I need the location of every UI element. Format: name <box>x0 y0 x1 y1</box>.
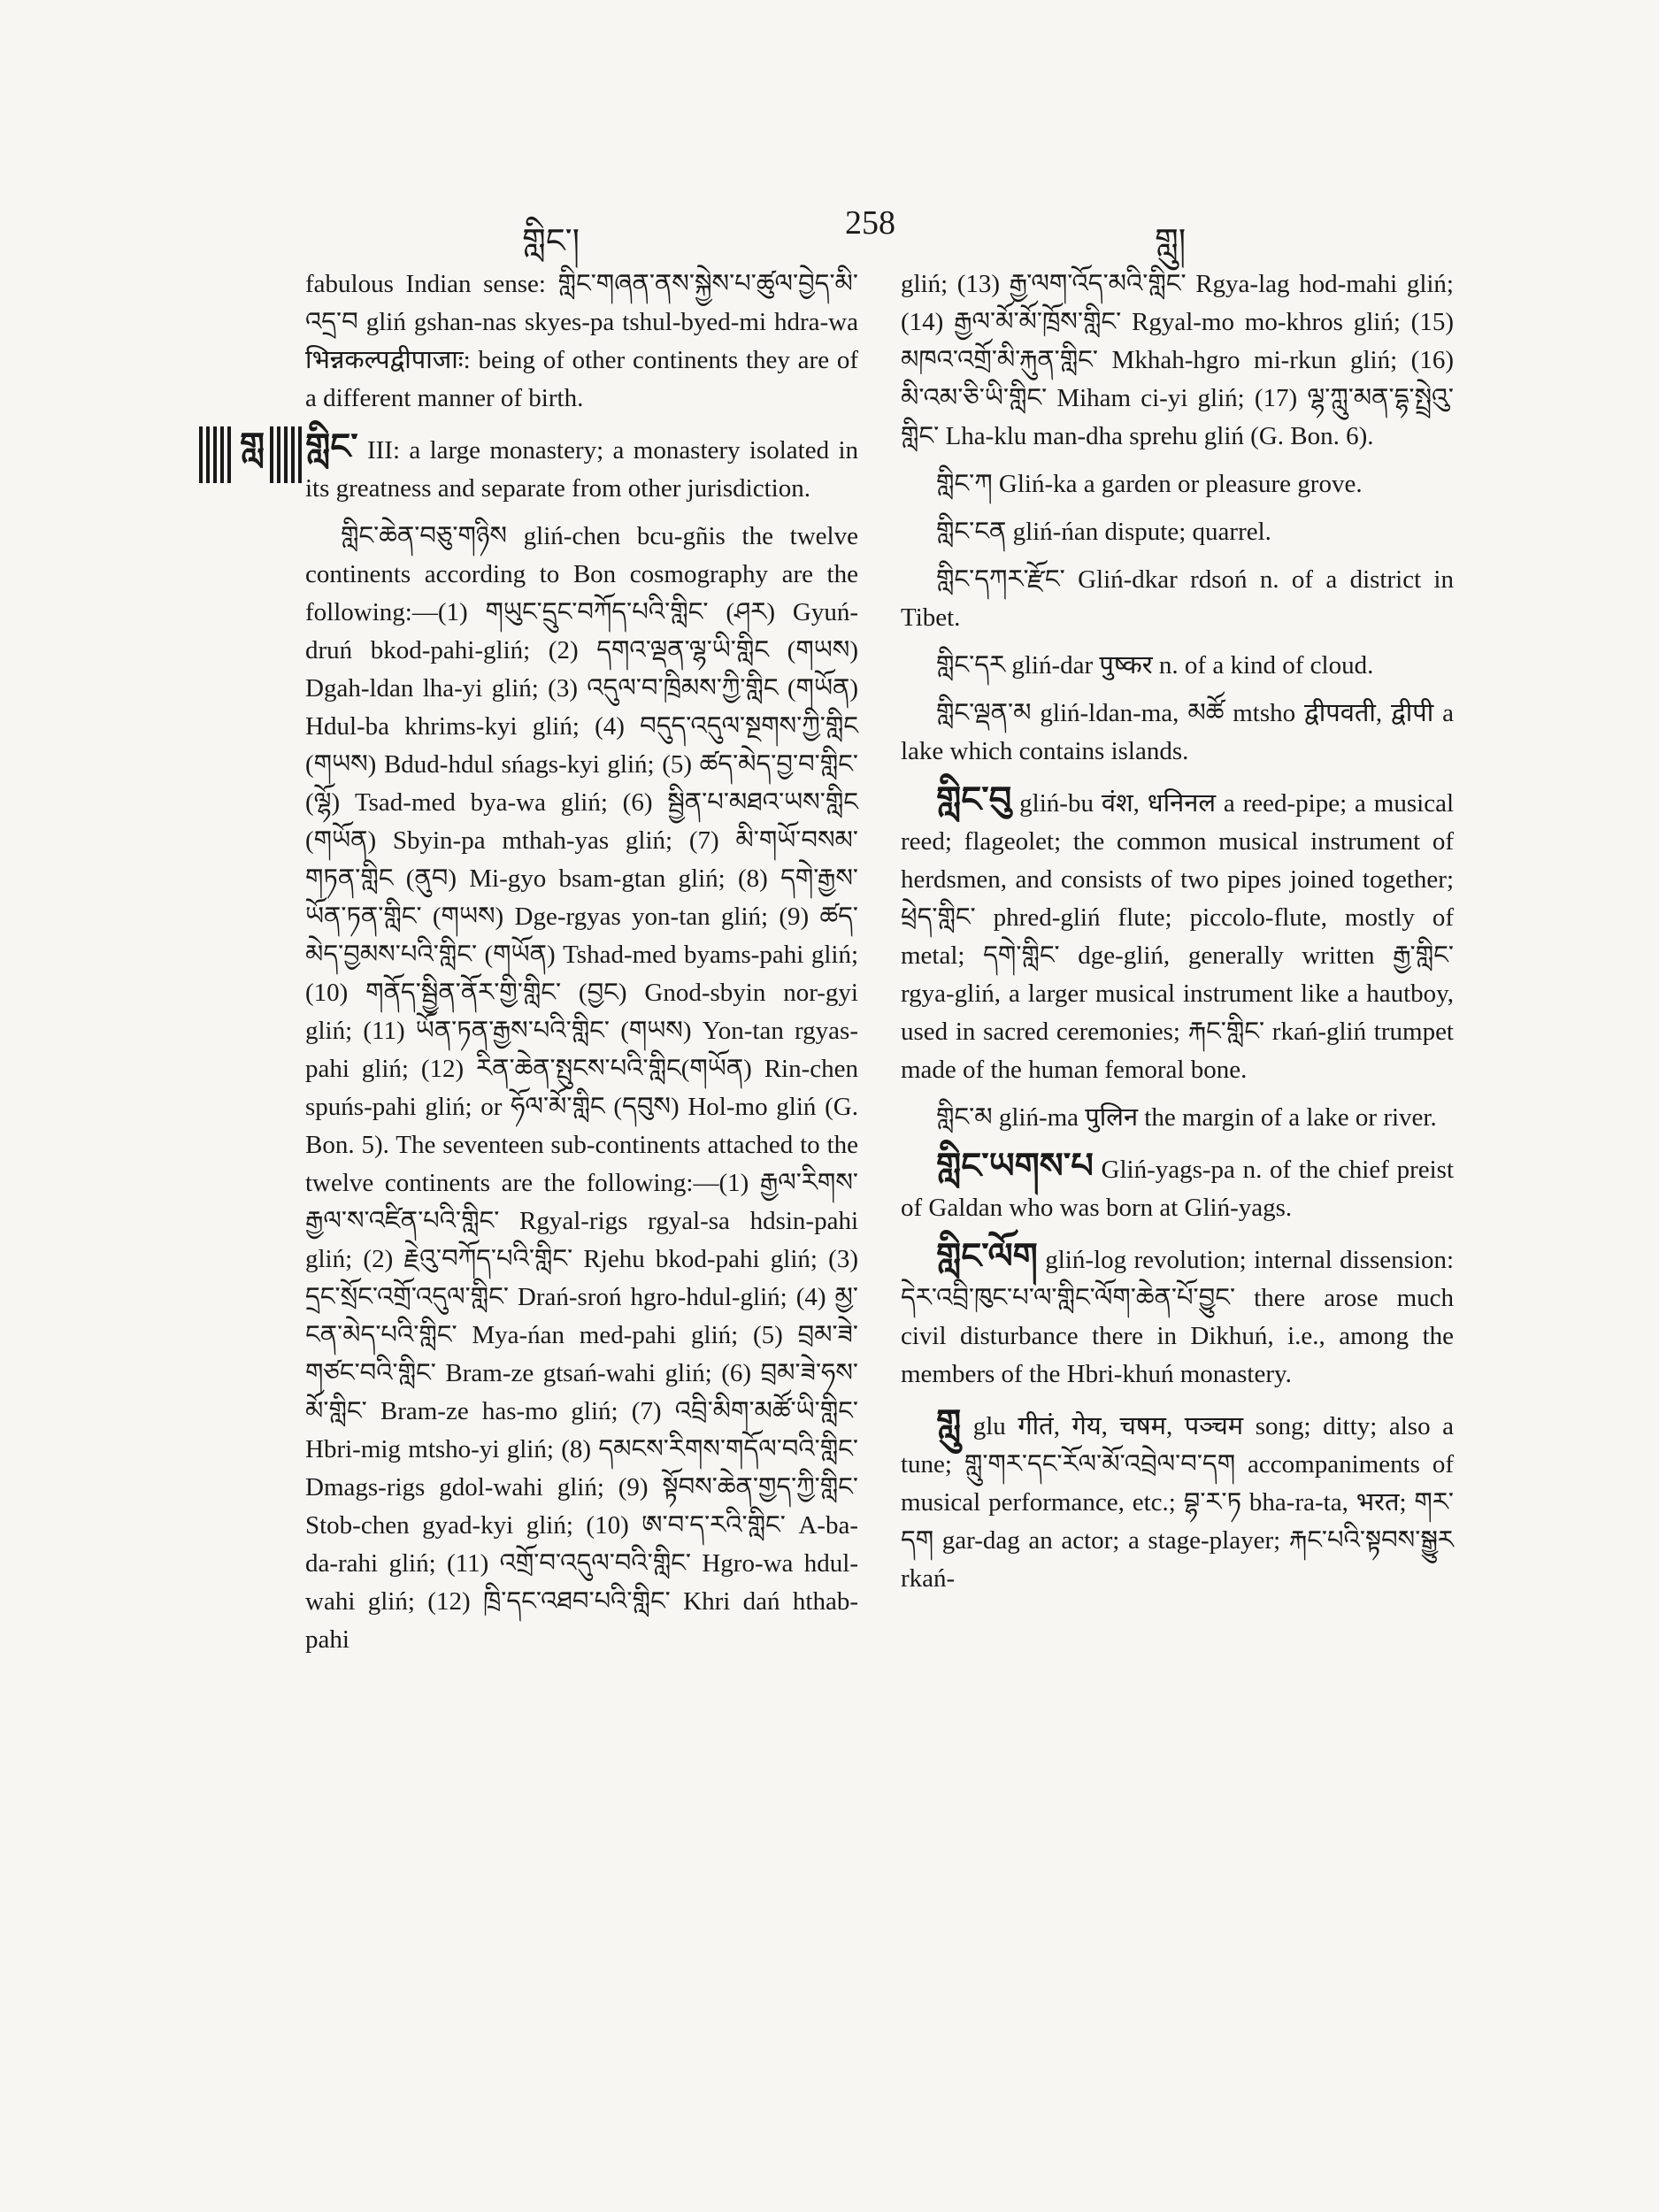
entry-text: fabulous Indian sense: གླིང་གཞན་ནས་སྐྱེས་པ་ཚུལ་བྱེད་མི་འདྲ་བ gliń gshan-nas skyes-pa tshul-byed-mi hdra-wa भिन्नकल्पद्वीपाजाः: being of other continents they are of a different manner of birth. <box>305 270 858 412</box>
entry-headword: གླིང་ <box>305 426 358 466</box>
entry <box>901 1403 1454 1598</box>
entry-text: གླིང་ངན gliń-ńan dispute; quarrel. <box>936 518 1271 546</box>
left-column <box>305 265 858 1669</box>
entry-headword: གླིང་ལོག <box>936 1236 1038 1276</box>
thumb-index-label: གླ <box>234 405 270 505</box>
right-headword: གླུ། <box>1155 221 1187 260</box>
entry-definition: gliń-bu वंश, धनिनल a reed-pipe; a musical reed; flageolet; the common musical instrument of herdsmen, and consists of two pipes joined together; ཕྲེད་གླིང་ phred-gliń flute; piccolo-flute, mostly of metal; དགེ་གླིང་ dge-gliń, generally written རྒྱ་གླིང་ rgya-gliń, a larger musical instrument like a hautboy, used in sacred ceremonies; རྐང་གླིང་ rkań-gliń trumpet made of the human femoral bone. <box>901 789 1454 1084</box>
page-number: 258 <box>845 204 895 242</box>
entry-definition: glu गीतं, गेय, चषम, पञ्चम song; ditty; also a tune; གླུ་གར་དང་རོལ་མོ་འབྲེལ་བ་དག accompaniments of musical performance, etc.; བྷ་ར་ཏ bha-ra-ta, भरत; གར་དག gar-dag an actor; a stage-player; རྐང་པའི་སྟབས་སྒྱུར rkań- <box>901 1412 1455 1593</box>
entry-definition: III: a large monastery; a monastery isolated in its greatness and separate from other jurisdiction. <box>305 436 858 503</box>
entry-definition: Gliń-yags-pa n. of the chief preist of Galdan who was born at Gliń-yags. <box>901 1156 1454 1222</box>
entry <box>305 427 858 508</box>
thumb-index-tab <box>199 426 305 483</box>
entry-headword: གླིང་བུ <box>936 780 1012 819</box>
entry-text: གླིང་ལྡན་མ gliń-ldan-ma, མཚོ mtsho द्वीपवती, द्वीपी a lake which contains islands. <box>901 699 1454 765</box>
entry-text: gliń; (13) རྒྱ་ལག་འོད་མའི་གླིང་ Rgya-lag hod-mahi gliń; (14) རྒྱལ་མོ་མོ་ཁྲོས་གླིང་ Rgyal-mo mo-khros gliń; (15) མཁའ་འགྲོ་མི་རྐུན་གླིང་ Mkhah-hgro mi-rkun gliń; (16) མི་འམ་ཅི་ཡི་གླིང་ Miham ci-yi gliń; (17) ལྷ་ཀླུ་མན་དྷ་སྤྲེའུ་གླིང་ Lha-klu man-dha sprehu gliń (G. Bon. 6). <box>901 270 1454 450</box>
entry-headword: གླུ <box>936 1402 962 1442</box>
entry <box>901 780 1454 1089</box>
right-column <box>901 265 1454 1608</box>
entry-headword: གླིང་ཡགས་པ <box>936 1146 1094 1186</box>
entry <box>901 1147 1454 1227</box>
entry-text: གླིང་མ gliń-ma पुलिन the margin of a lake or river. <box>936 1103 1437 1132</box>
left-headword: གླིང་། <box>522 221 580 260</box>
entry-text: གླིང་ཆེན་བཅུ་གཉིས gliń-chen bcu-gñis the twelve continents according to Bon cosmography are the following:—(1) གཡུང་དྲུང་བཀོད་པའི་གླིང་ (ཤར) Gyuń-druń bkod-pahi-gliń; (2) དགའ་ལྡན་ལྷ་ཡི་གླིང (གཡས) Dgah-ldan lha-yi gliń; (3) འདུལ་བ་ཁྲིམས་ཀྱི་གླིང (གཡོན) Hdul-ba khrims-kyi gliń; (4) བདུད་འདུལ་སྔགས་ཀྱི་གླིང (གཡས) Bdud-hdul sńags-kyi gliń; (5) ཚད་མེད་བྱ་བ་གླིང་ (ལྷོ) Tsad-med bya-wa gliń; (6) སྦྱིན་པ་མཐའ་ཡས་གླིང (གཡོན) Sbyin-pa mthah-yas gliń; (7) མི་གཡོ་བསམ་གཏན་གླིང (ནུབ) Mi-gyo bsam-gtan gliń; (8) དགེ་རྒྱས་ཡོན་ཏན་གླིང་ (གཡས) Dge-rgyas yon-tan gliń; (9) ཚད་མེད་བྱམས་པའི་གླིང་ (གཡོན) Tshad-med byams-pahi gliń; (10) གནོད་སྦྱིན་ནོར་གྱི་གླིང་ (བྱང) Gnod-sbyin nor-gyi gliń; (11) ཡོན་ཏན་རྒྱས་པའི་གླིང་ (གཡས) Yon-tan rgyas-pahi gliń; (12) རིན་ཆེན་སྤུངས་པའི་གླིང(གཡོན) Rin-chen spuńs-pahi gliń; or ཧོལ་མོ་གླིང (དབུས) Hol-mo gliń (G. Bon. 5). The seventeen sub-continents attached to the twelve continents are the following:—(1) རྒྱལ་རིགས་རྒྱལ་ས་འཛིན་པའི་གླིང་ Rgyal-rigs rgyal-sa hdsin-pahi gliń; (2) རྗེའུ་བཀོད་པའི་གླིང་ Rjehu bkod-pahi gliń; (3) དྲང་སྲོང་འགྲོ་འདུལ་གླིང་ Drań-sroń hgro-hdul-gliń; (4) མྱ་ངན་མེད་པའི་གླིང་ Mya-ńan med-pahi gliń; (5) བྲམ་ཟེ་གཙང་བའི་གླིང་ Bram-ze gtsań-wahi gliń; (6) བྲམ་ཟེ་ཧས་མོ་གླིང་ Bram-ze has-mo gliń; (7) འབྲི་མིག་མཚོ་ཡི་གླིང་ Hbri-mig mtsho-yi gliń; (8) དམངས་རིགས་གདོལ་བའི་གླིང་ Dmags-rigs gdol-wahi gliń; (9) སྟོབས་ཆེན་གྱད་ཀྱི་གླིང་ Stob-chen gyad-kyi gliń; (10) ཨ་བ་ད་རའི་གླིང་ A-ba-da-rahi gliń; (11) འགྲོ་བ་འདུལ་བའི་གླིང་ Hgro-wa hdul-wahi gliń; (12) ཁྲི་དང་འཐབ་པའི་གླིང་ Khri dań hthab-pahi <box>305 522 858 1654</box>
entry-definition: gliń-log revolution; internal dissension: དེར་འབྲི་ཁུང་པ་ལ་གླིང་ལོག་ཆེན་པོ་བྱུང་ there arose much civil disturbance there in Dikhuń, i.e., among the members of the Hbri-khuń monastery. <box>901 1246 1455 1388</box>
entry-text: གླིང་དཀར་རྫོང་ Gliń-dkar rdsoń n. of a district in Tibet. <box>901 565 1454 632</box>
entry <box>901 1237 1454 1394</box>
running-head <box>0 204 1659 260</box>
entry-text: གླིང་ཀ Gliń-ka a garden or pleasure grove. <box>936 470 1363 498</box>
entry-text: གླིང་དར gliń-dar पुष्कर n. of a kind of cloud. <box>936 651 1374 680</box>
